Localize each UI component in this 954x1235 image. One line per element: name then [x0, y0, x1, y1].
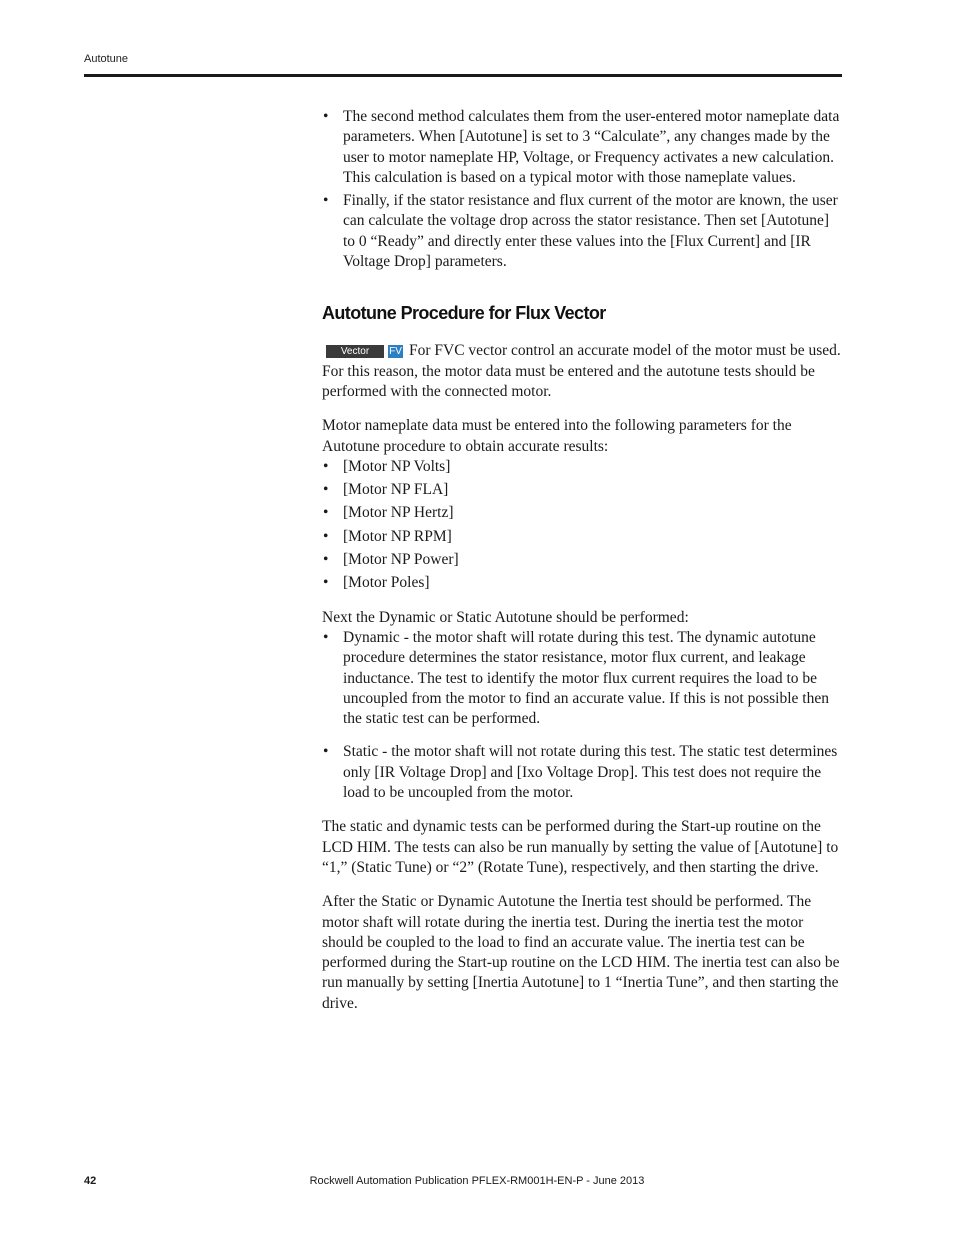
list-item: • [Motor NP Hertz]	[322, 503, 842, 523]
intro-bullet-list	[322, 107, 842, 272]
list-item: • [Motor NP Power]	[322, 550, 842, 570]
autotune-test-list	[322, 628, 842, 803]
nameplate-parameter-list	[322, 457, 842, 594]
list-item: • [Motor Poles]	[322, 573, 842, 593]
list-item: • [Motor NP Volts]	[322, 457, 842, 477]
list-item: • The second method calculates them from the user-entered motor nameplate data parameters. When [Autotune] is set to 3 “Calculate”, any changes made by the user to motor nameplate HP, Voltage, or Frequency activates a new calculation. This calculation is based on a typical motor with those nameplate values.	[322, 107, 842, 188]
running-header: Autotune	[84, 53, 129, 65]
inertia-paragraph: After the Static or Dynamic Autotune the Inertia test should be performed. The motor shaft will rotate during the inertia test. During the inertia test the motor should be coupled to the load to find an accurate value. The inertia test can be performed during the Start-up routine on the LCD HIM. The inertia test can also be run manually by setting [Inertia Autotune] to 1 “Inertia Tune”, and then starting the drive.	[322, 893, 840, 1012]
static-dynamic-paragraph: The static and dynamic tests can be performed during the Start-up routine on the LCD HIM. The tests can also be run manually by setting the value of [Autotune] to “1,” (Static Tune) or “2” (Rotate Tune), respectively, and then starting the drive.	[322, 818, 839, 876]
list-item: • Static - the motor shaft will not rotate during this test. The static test determines only [IR Voltage Drop] and [Ixo Voltage Drop]. This test does not require the load to be uncoupled from the motor.	[322, 742, 842, 803]
fvc-paragraph	[322, 341, 842, 402]
list-item: • [Motor NP FLA]	[322, 480, 842, 500]
list-item: • [Motor NP RPM]	[322, 527, 842, 547]
vector-badge: Vector	[326, 345, 384, 358]
fvc-paragraph-text: For FVC vector control an accurate model of the motor must be used. For this reason, the motor data must be entered and the autotune tests should be performed with the connected motor.	[322, 342, 841, 400]
list-item: • Finally, if the stator resistance and flux current of the motor are known, the user can calculate the voltage drop across the stator resistance. Then set [Autotune] to 0 “Ready” and directly enter these values into the [Flux Current] and [IR Voltage Drop] parameters.	[322, 191, 842, 272]
autotune-type-paragraph: Next the Dynamic or Static Autotune should be performed:	[322, 608, 689, 626]
nameplate-intro-paragraph: Motor nameplate data must be entered into the following parameters for the Autotune procedure to obtain accurate results:	[322, 417, 792, 455]
page-number: 42	[84, 1175, 97, 1187]
fv-badge: FV	[389, 346, 402, 358]
publication-footer: Rockwell Automation Publication PFLEX-RM001H-EN-P - June 2013	[309, 1175, 645, 1187]
page-content	[322, 107, 842, 1014]
header-rule	[84, 74, 842, 77]
list-item: • Dynamic - the motor shaft will rotate during this test. The dynamic autotune procedure determines the stator resistance, motor flux current, and leakage inductance. The test to identify the motor flux current requires the load to be uncoupled from the motor to find an accurate value. If this is not possible then the static test can be performed.	[322, 628, 842, 729]
section-heading: Autotune Procedure for Flux Vector	[322, 303, 606, 324]
